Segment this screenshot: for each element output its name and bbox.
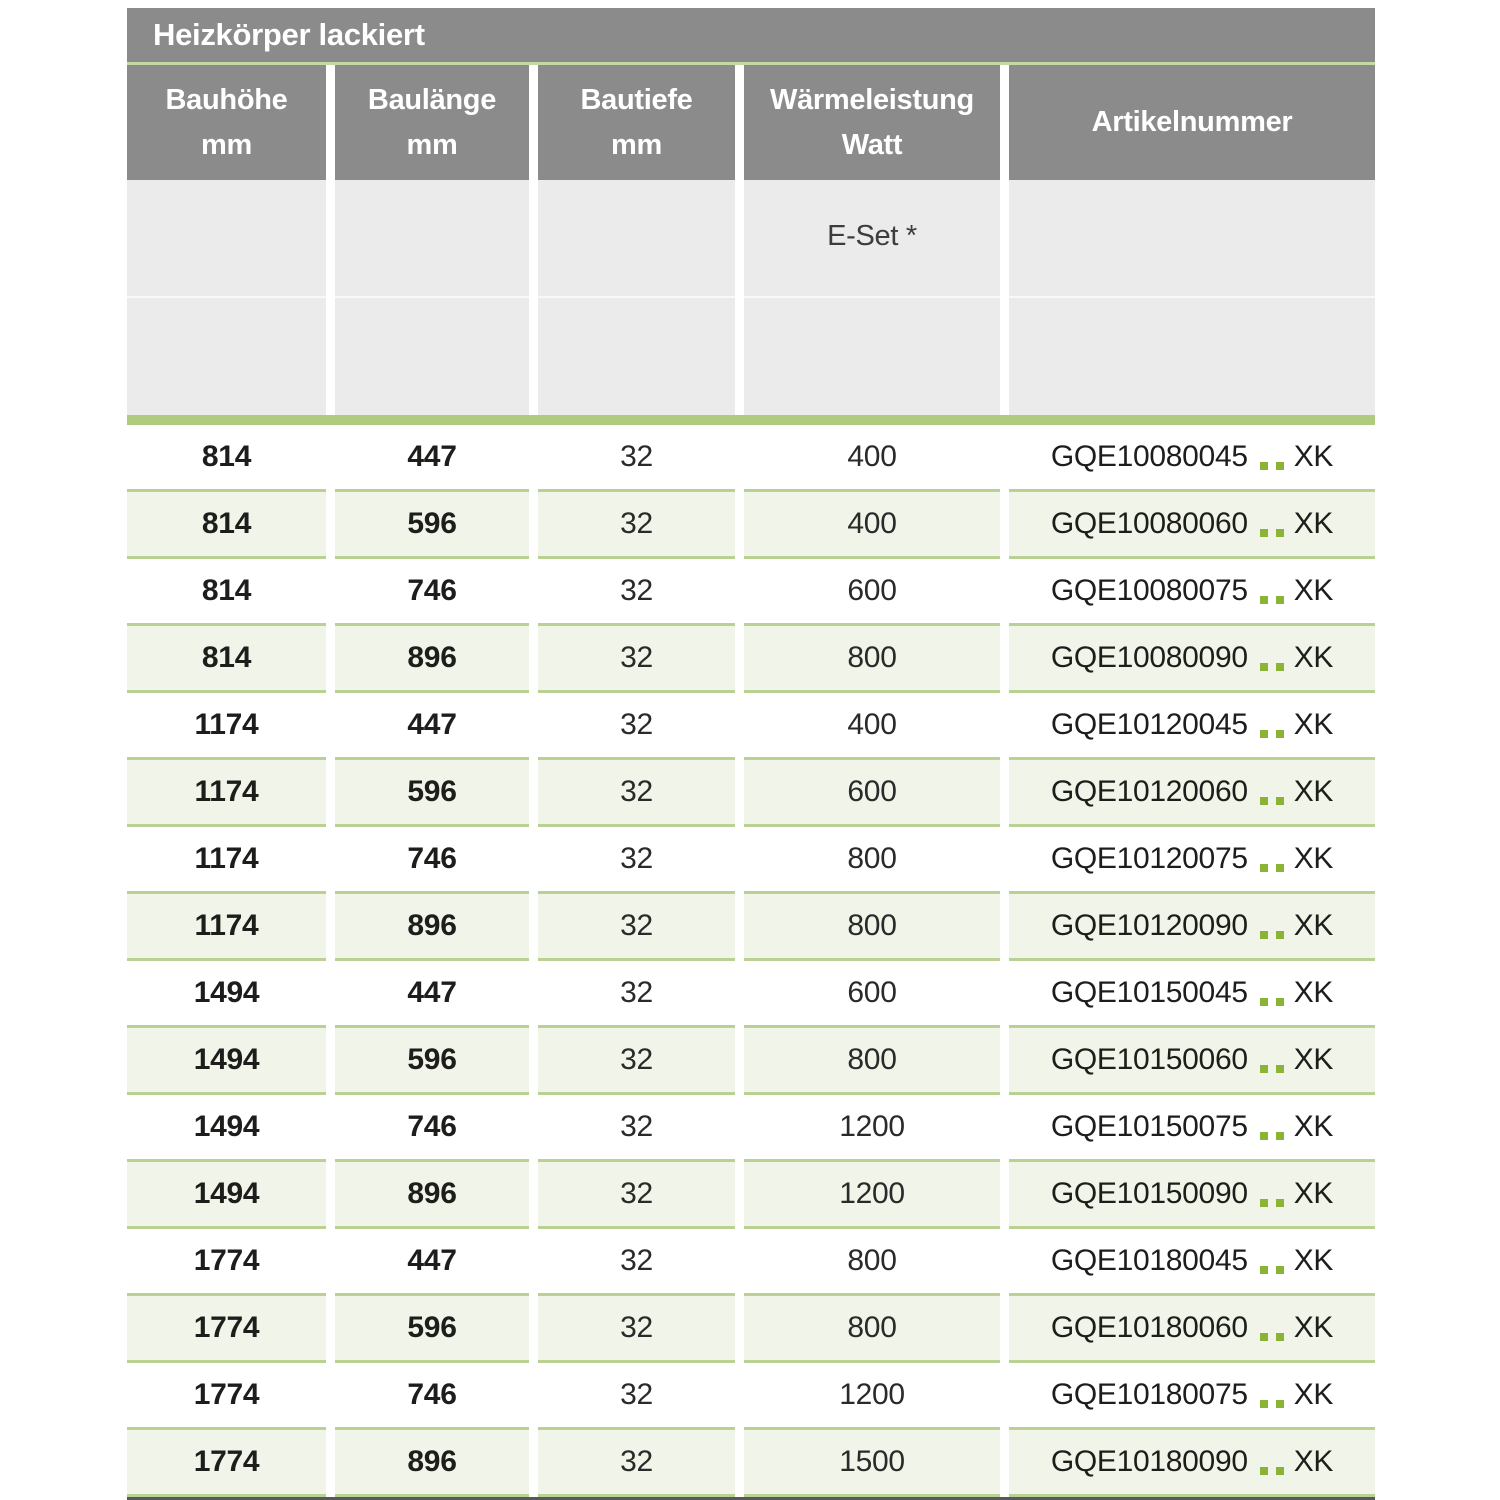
cell-baulaenge: 746: [335, 827, 529, 894]
artikelnummer-suffix: XK: [1293, 1445, 1334, 1478]
cell-artikelnummer: [1009, 1162, 1375, 1229]
table-title-bar: [127, 8, 1375, 62]
subheader-row-eset: [127, 180, 1375, 298]
artikelnummer-prefix: GQE10150060: [1050, 1043, 1248, 1076]
artikelnummer-prefix: GQE10080090: [1050, 641, 1248, 674]
artikelnummer-suffix: XK: [1293, 574, 1334, 607]
digit-placeholder-dot-icon: [1260, 730, 1268, 738]
digit-placeholder-dot-icon: [1276, 1467, 1284, 1475]
cell-bauhoehe: 814: [127, 626, 326, 693]
subheader-cell: [744, 298, 1000, 415]
artikelnummer-prefix: GQE10120075: [1050, 842, 1248, 875]
cell-baulaenge: 447: [335, 1229, 529, 1296]
cell-baulaenge: 447: [335, 425, 529, 492]
artikelnummer-prefix: GQE10120090: [1050, 909, 1248, 942]
cell-waermeleistung: 400: [744, 425, 1000, 492]
artikelnummer-suffix: XK: [1293, 641, 1334, 674]
cell-baulaenge: 447: [335, 961, 529, 1028]
artikelnummer-suffix: XK: [1293, 1043, 1334, 1076]
cell-artikelnummer: [1009, 760, 1375, 827]
cell-bauhoehe: 1774: [127, 1229, 326, 1296]
cell-artikelnummer: [1009, 693, 1375, 760]
digit-placeholder-dot-icon: [1260, 1333, 1268, 1341]
cell-baulaenge: 596: [335, 760, 529, 827]
artikelnummer-prefix: GQE10120045: [1050, 708, 1248, 741]
subheader-cell: [335, 180, 529, 298]
cell-waermeleistung: 600: [744, 559, 1000, 626]
cell-waermeleistung: 1200: [744, 1363, 1000, 1430]
column-header-waermeleistung: [744, 65, 1000, 180]
product-table: [127, 8, 1375, 1500]
cell-baulaenge: 596: [335, 1296, 529, 1363]
cell-bautiefe: 32: [538, 1229, 735, 1296]
cell-artikelnummer: [1009, 1363, 1375, 1430]
cell-waermeleistung: 600: [744, 760, 1000, 827]
cell-waermeleistung: 800: [744, 626, 1000, 693]
table-row: [127, 894, 1375, 961]
cell-waermeleistung: 1200: [744, 1162, 1000, 1229]
column-header-unit: mm: [201, 128, 252, 161]
digit-placeholder-dot-icon: [1276, 1400, 1284, 1408]
cell-baulaenge: 746: [335, 559, 529, 626]
table-body: [127, 425, 1375, 1497]
digit-placeholder-dot-icon: [1276, 529, 1284, 537]
column-header-unit: mm: [406, 128, 458, 161]
table-row: [127, 1162, 1375, 1229]
cell-baulaenge: 746: [335, 1363, 529, 1430]
digit-placeholder-dot-icon: [1276, 462, 1284, 470]
cell-waermeleistung: 800: [744, 894, 1000, 961]
cell-bautiefe: 32: [538, 760, 735, 827]
table-row: [127, 1095, 1375, 1162]
cell-bauhoehe: 1174: [127, 760, 326, 827]
digit-placeholder-dot-icon: [1260, 596, 1268, 604]
cell-baulaenge: 447: [335, 693, 529, 760]
artikelnummer-prefix: GQE10180060: [1050, 1311, 1248, 1344]
cell-waermeleistung: 800: [744, 1028, 1000, 1095]
artikelnummer-suffix: XK: [1293, 842, 1334, 875]
cell-artikelnummer: [1009, 626, 1375, 693]
artikelnummer-suffix: XK: [1293, 440, 1334, 473]
artikelnummer-suffix: XK: [1293, 1110, 1334, 1143]
cell-artikelnummer: [1009, 827, 1375, 894]
artikelnummer-suffix: XK: [1293, 1311, 1334, 1344]
table-row: [127, 425, 1375, 492]
column-header-unit: Watt: [841, 128, 903, 161]
digit-placeholder-dot-icon: [1276, 596, 1284, 604]
table-row: [127, 961, 1375, 1028]
digit-placeholder-dot-icon: [1260, 1132, 1268, 1140]
cell-artikelnummer: [1009, 559, 1375, 626]
table-row: [127, 760, 1375, 827]
cell-bautiefe: 32: [538, 827, 735, 894]
digit-placeholder-dot-icon: [1276, 797, 1284, 805]
cell-bautiefe: 32: [538, 1296, 735, 1363]
cell-bautiefe: 32: [538, 894, 735, 961]
digit-placeholder-dot-icon: [1276, 998, 1284, 1006]
column-header-label: Bautiefe: [580, 83, 693, 116]
digit-placeholder-dot-icon: [1260, 663, 1268, 671]
artikelnummer-prefix: GQE10150045: [1050, 976, 1248, 1009]
cell-artikelnummer: [1009, 961, 1375, 1028]
table-row: [127, 559, 1375, 626]
artikelnummer-prefix: GQE10150090: [1050, 1177, 1248, 1210]
digit-placeholder-dot-icon: [1276, 864, 1284, 872]
cell-waermeleistung: 800: [744, 1229, 1000, 1296]
subheader-cell: [127, 298, 326, 415]
digit-placeholder-dot-icon: [1260, 529, 1268, 537]
column-header-unit: mm: [611, 128, 662, 161]
table-row: [127, 827, 1375, 894]
subheader-cell: [127, 180, 326, 298]
column-header-label: Artikelnummer: [1091, 106, 1293, 139]
cell-bautiefe: 32: [538, 693, 735, 760]
artikelnummer-suffix: XK: [1293, 1244, 1334, 1277]
cell-bauhoehe: 1774: [127, 1296, 326, 1363]
column-header-row: [127, 65, 1375, 180]
artikelnummer-prefix: GQE10080060: [1050, 507, 1248, 540]
artikelnummer-prefix: GQE10180075: [1050, 1378, 1248, 1411]
artikelnummer-suffix: XK: [1293, 708, 1334, 741]
cell-waermeleistung: 1500: [744, 1430, 1000, 1497]
digit-placeholder-dot-icon: [1260, 797, 1268, 805]
cell-bauhoehe: 1774: [127, 1430, 326, 1497]
column-header-label: Baulänge: [367, 83, 497, 116]
cell-baulaenge: 896: [335, 1162, 529, 1229]
artikelnummer-prefix: GQE10150075: [1050, 1110, 1248, 1143]
cell-artikelnummer: [1009, 1095, 1375, 1162]
table-row: [127, 1028, 1375, 1095]
cell-bautiefe: 32: [538, 1363, 735, 1430]
digit-placeholder-dot-icon: [1260, 462, 1268, 470]
digit-placeholder-dot-icon: [1260, 1400, 1268, 1408]
digit-placeholder-dot-icon: [1260, 1065, 1268, 1073]
cell-waermeleistung: 800: [744, 1296, 1000, 1363]
column-header-label: Bauhöhe: [165, 83, 288, 116]
table-row: [127, 1296, 1375, 1363]
digit-placeholder-dot-icon: [1260, 1266, 1268, 1274]
header-body-divider-bar: [127, 415, 1375, 425]
cell-bauhoehe: 1494: [127, 1028, 326, 1095]
cell-baulaenge: 896: [335, 894, 529, 961]
cell-baulaenge: 746: [335, 1095, 529, 1162]
table-row: [127, 693, 1375, 760]
subheader-cell: [1009, 180, 1375, 298]
cell-waermeleistung: 600: [744, 961, 1000, 1028]
cell-bauhoehe: 814: [127, 492, 326, 559]
cell-artikelnummer: [1009, 1430, 1375, 1497]
cell-bauhoehe: 1174: [127, 894, 326, 961]
cell-bauhoehe: 1494: [127, 1162, 326, 1229]
digit-placeholder-dot-icon: [1260, 864, 1268, 872]
cell-bauhoehe: 1174: [127, 827, 326, 894]
subheader-row-empty: [127, 298, 1375, 415]
digit-placeholder-dot-icon: [1276, 1132, 1284, 1140]
artikelnummer-suffix: XK: [1293, 976, 1334, 1009]
column-header-label: Wärmeleistung: [770, 83, 974, 116]
cell-baulaenge: 896: [335, 626, 529, 693]
cell-artikelnummer: [1009, 492, 1375, 559]
artikelnummer-suffix: XK: [1293, 507, 1334, 540]
digit-placeholder-dot-icon: [1276, 1266, 1284, 1274]
cell-bautiefe: 32: [538, 1028, 735, 1095]
digit-placeholder-dot-icon: [1276, 730, 1284, 738]
digit-placeholder-dot-icon: [1260, 998, 1268, 1006]
cell-bautiefe: 32: [538, 559, 735, 626]
artikelnummer-suffix: XK: [1293, 909, 1334, 942]
artikelnummer-prefix: GQE10080045: [1050, 440, 1248, 473]
cell-bautiefe: 32: [538, 1430, 735, 1497]
column-header-bauhoehe: [127, 65, 326, 180]
digit-placeholder-dot-icon: [1260, 1199, 1268, 1207]
digit-placeholder-dot-icon: [1260, 931, 1268, 939]
cell-waermeleistung: 400: [744, 492, 1000, 559]
cell-waermeleistung: 800: [744, 827, 1000, 894]
cell-waermeleistung: 400: [744, 693, 1000, 760]
column-header-artikelnummer: [1009, 65, 1375, 180]
cell-bauhoehe: 814: [127, 425, 326, 492]
digit-placeholder-dot-icon: [1276, 1333, 1284, 1341]
digit-placeholder-dot-icon: [1276, 1065, 1284, 1073]
table-row: [127, 626, 1375, 693]
digit-placeholder-dot-icon: [1260, 1467, 1268, 1475]
artikelnummer-prefix: GQE10120060: [1050, 775, 1248, 808]
cell-bauhoehe: 1494: [127, 961, 326, 1028]
cell-bauhoehe: 1174: [127, 693, 326, 760]
cell-artikelnummer: [1009, 1229, 1375, 1296]
table-title: Heizkörper lackiert: [153, 17, 425, 52]
table-row: [127, 1363, 1375, 1430]
digit-placeholder-dot-icon: [1276, 931, 1284, 939]
cell-baulaenge: 896: [335, 1430, 529, 1497]
cell-bautiefe: 32: [538, 1162, 735, 1229]
cell-bautiefe: 32: [538, 425, 735, 492]
digit-placeholder-dot-icon: [1276, 663, 1284, 671]
artikelnummer-prefix: GQE10180045: [1050, 1244, 1248, 1277]
cell-bauhoehe: 1774: [127, 1363, 326, 1430]
artikelnummer-prefix: GQE10180090: [1050, 1445, 1248, 1478]
cell-bautiefe: 32: [538, 492, 735, 559]
table-row: [127, 492, 1375, 559]
cell-artikelnummer: [1009, 425, 1375, 492]
subheader-cell-eset: [744, 180, 1000, 298]
subheader-cell: [1009, 298, 1375, 415]
cell-bauhoehe: 1494: [127, 1095, 326, 1162]
cell-baulaenge: 596: [335, 1028, 529, 1095]
cell-artikelnummer: [1009, 1028, 1375, 1095]
cell-artikelnummer: [1009, 894, 1375, 961]
column-header-bautiefe: [538, 65, 735, 180]
cell-baulaenge: 596: [335, 492, 529, 559]
cell-artikelnummer: [1009, 1296, 1375, 1363]
eset-label: E-Set *: [827, 220, 917, 252]
cell-bautiefe: 32: [538, 626, 735, 693]
cell-waermeleistung: 1200: [744, 1095, 1000, 1162]
cell-bauhoehe: 814: [127, 559, 326, 626]
artikelnummer-suffix: XK: [1293, 1378, 1334, 1411]
artikelnummer-suffix: XK: [1293, 1177, 1334, 1210]
subheader-cell: [538, 298, 735, 415]
subheader-cell: [538, 180, 735, 298]
subheader-cell: [335, 298, 529, 415]
column-header-baulaenge: [335, 65, 529, 180]
digit-placeholder-dot-icon: [1276, 1199, 1284, 1207]
cell-bautiefe: 32: [538, 1095, 735, 1162]
cell-bautiefe: 32: [538, 961, 735, 1028]
artikelnummer-prefix: GQE10080075: [1050, 574, 1248, 607]
table-row: [127, 1430, 1375, 1497]
artikelnummer-suffix: XK: [1293, 775, 1334, 808]
table-row: [127, 1229, 1375, 1296]
